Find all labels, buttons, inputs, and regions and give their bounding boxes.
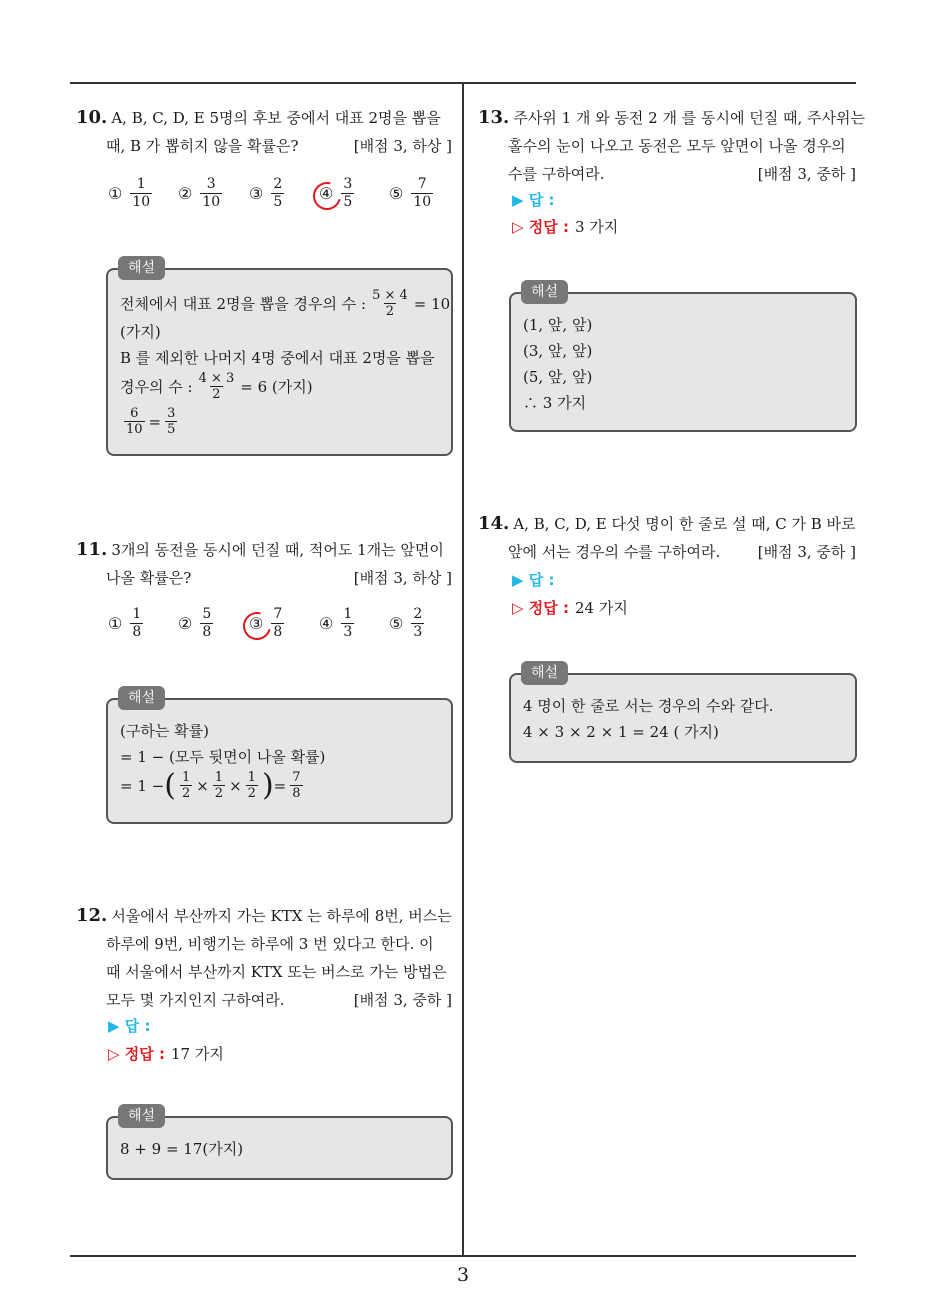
question-13-line-3: 수를 구하여라. [배점 3, 중하 ] — [478, 160, 856, 188]
solution-tag: 해설 — [521, 280, 568, 304]
solution-line: (가지) — [120, 323, 161, 341]
question-11-line-2: 나올 확률은? [배점 3, 하상 ] — [76, 564, 452, 592]
q14-solution-box — [509, 665, 857, 763]
solution-line: (3, 앞, 앞) — [523, 342, 593, 360]
q11-choices — [108, 606, 448, 650]
question-10 — [76, 104, 452, 160]
choice-1[interactable]: ① $\frac{1}{8}$ — [108, 606, 142, 640]
correct-answer: ▷ 정답 : 3 가지 — [512, 218, 619, 236]
q11-solution-box — [106, 690, 453, 824]
score-label: [배점 3, 중하 ] — [757, 543, 856, 561]
answer-field[interactable]: ▶ 답 : — [512, 571, 555, 589]
answer-field[interactable]: ▶ 답 : — [512, 191, 555, 209]
solution-line: (1, 앞, 앞) — [523, 316, 593, 334]
choice-2[interactable]: ② $\frac{3}{10}$ — [178, 176, 221, 210]
solution-tag: 해설 — [521, 661, 568, 685]
question-number: 14. — [478, 513, 510, 534]
question-13 — [478, 104, 865, 188]
correct-answer: ▷ 정답 : 17 가지 — [108, 1045, 224, 1063]
solution-line: = 1 − ( $\frac{1}{2}$ × $\frac{1}{2}$ × $\frac{1}{2}$ ) = $\frac{7}{8}$ — [120, 767, 301, 803]
solution-line: 4 × 3 × 2 × 1 = 24 ( 가지) — [523, 723, 719, 741]
q13-solution-box — [509, 284, 857, 432]
choice-3[interactable]: ③ $\frac{7}{8}$ — [249, 606, 283, 640]
question-10-line-1: 10. A, B, C, D, E 5명의 후보 중에서 대표 2명을 뽑을 — [76, 107, 441, 128]
choice-4[interactable]: ④ $\frac{1}{3}$ — [319, 606, 353, 640]
page-number: 3 — [456, 1264, 470, 1286]
q10-solution-box — [106, 260, 453, 456]
solution-tag: 해설 — [118, 686, 165, 710]
question-14 — [478, 510, 856, 566]
column-divider — [462, 83, 464, 1256]
question-12-line-4: 모두 몇 가지인지 구하여라. [배점 3, 중하 ] — [76, 986, 452, 1014]
choice-5[interactable]: ⑤ $\frac{7}{10}$ — [389, 176, 432, 210]
question-number: 12. — [76, 905, 108, 926]
q10-choices — [108, 176, 448, 220]
choice-5[interactable]: ⑤ $\frac{2}{3}$ — [389, 606, 423, 640]
choice-4[interactable]: ④ $\frac{3}{5}$ — [319, 176, 353, 210]
solution-line: ∴ 3 가지 — [523, 394, 587, 412]
correct-answer: ▷ 정답 : 24 가지 — [512, 599, 628, 617]
solution-line: (5, 앞, 앞) — [523, 368, 593, 386]
question-13-line-1: 13. 주사위 1 개 와 동전 2 개 를 동시에 던질 때, 주사위는 — [478, 107, 865, 128]
score-label: [배점 3, 하상 ] — [353, 569, 452, 587]
question-13-line-2: 홀수의 눈이 나오고 동전은 모두 앞면이 나올 경우의 — [508, 137, 846, 155]
solution-line: = 1 − (모두 뒷면이 나올 확률) — [120, 748, 326, 766]
bottom-rule — [70, 1255, 856, 1257]
solution-line: $\frac{6}{10}$ = $\frac{3}{5}$ — [126, 406, 176, 437]
solution-tag: 해설 — [118, 1104, 165, 1128]
left-paren: ( — [164, 767, 176, 803]
question-10-line-2: 때, B 가 뽑히지 않을 확률은? [배점 3, 하상 ] — [76, 132, 452, 160]
question-number: 13. — [478, 107, 510, 128]
question-11-line-1: 11. 3개의 동전을 동시에 던질 때, 적어도 1개는 앞면이 — [76, 539, 444, 560]
question-number: 11. — [76, 539, 108, 560]
right-paren: ) — [261, 767, 274, 803]
question-12 — [76, 902, 452, 1014]
score-label: [배점 3, 하상 ] — [353, 137, 452, 155]
q12-solution-box — [106, 1108, 453, 1180]
solution-line: B 를 제외한 나머지 4명 중에서 대표 2명을 뽑을 — [120, 349, 435, 367]
solution-line: 4 명이 한 줄로 서는 경우의 수와 같다. — [523, 697, 774, 715]
question-14-line-1: 14. A, B, C, D, E 다섯 명이 한 줄로 설 때, C 가 B 바로 — [478, 513, 856, 534]
question-number: 10. — [76, 107, 108, 128]
question-14-line-2: 앞에 서는 경우의 수를 구하여라. [배점 3, 중하 ] — [478, 538, 856, 566]
solution-line: 8 + 9 = 17(가지) — [120, 1140, 244, 1158]
question-12-line-2: 하루에 9번, 비행기는 하루에 3 번 있다고 한다. 이 — [106, 935, 434, 953]
choice-1[interactable]: ① $\frac{1}{10}$ — [108, 176, 151, 210]
question-12-line-3: 때 서울에서 부산까지 KTX 또는 버스로 가는 방법은 — [106, 963, 447, 981]
solution-line: (구하는 확률) — [120, 722, 209, 740]
score-label: [배점 3, 중하 ] — [757, 165, 856, 183]
score-label: [배점 3, 중하 ] — [353, 991, 452, 1009]
question-11 — [76, 536, 452, 592]
solution-line: 경우의 수 : $\frac{4 \times 3}{2}$ = 6 (가지) — [120, 371, 313, 402]
solution-tag: 해설 — [118, 256, 165, 280]
solution-line: 전체에서 대표 2명을 뽑을 경우의 수 : $\frac{5 \times 4}{2}$ = 10 — [120, 288, 451, 319]
choice-2[interactable]: ② $\frac{5}{8}$ — [178, 606, 212, 640]
answer-field[interactable]: ▶ 답 : — [108, 1017, 151, 1035]
choice-3[interactable]: ③ $\frac{2}{5}$ — [249, 176, 283, 210]
question-12-line-1: 12. 서울에서 부산까지 가는 KTX 는 하루에 8번, 버스는 — [76, 905, 452, 926]
